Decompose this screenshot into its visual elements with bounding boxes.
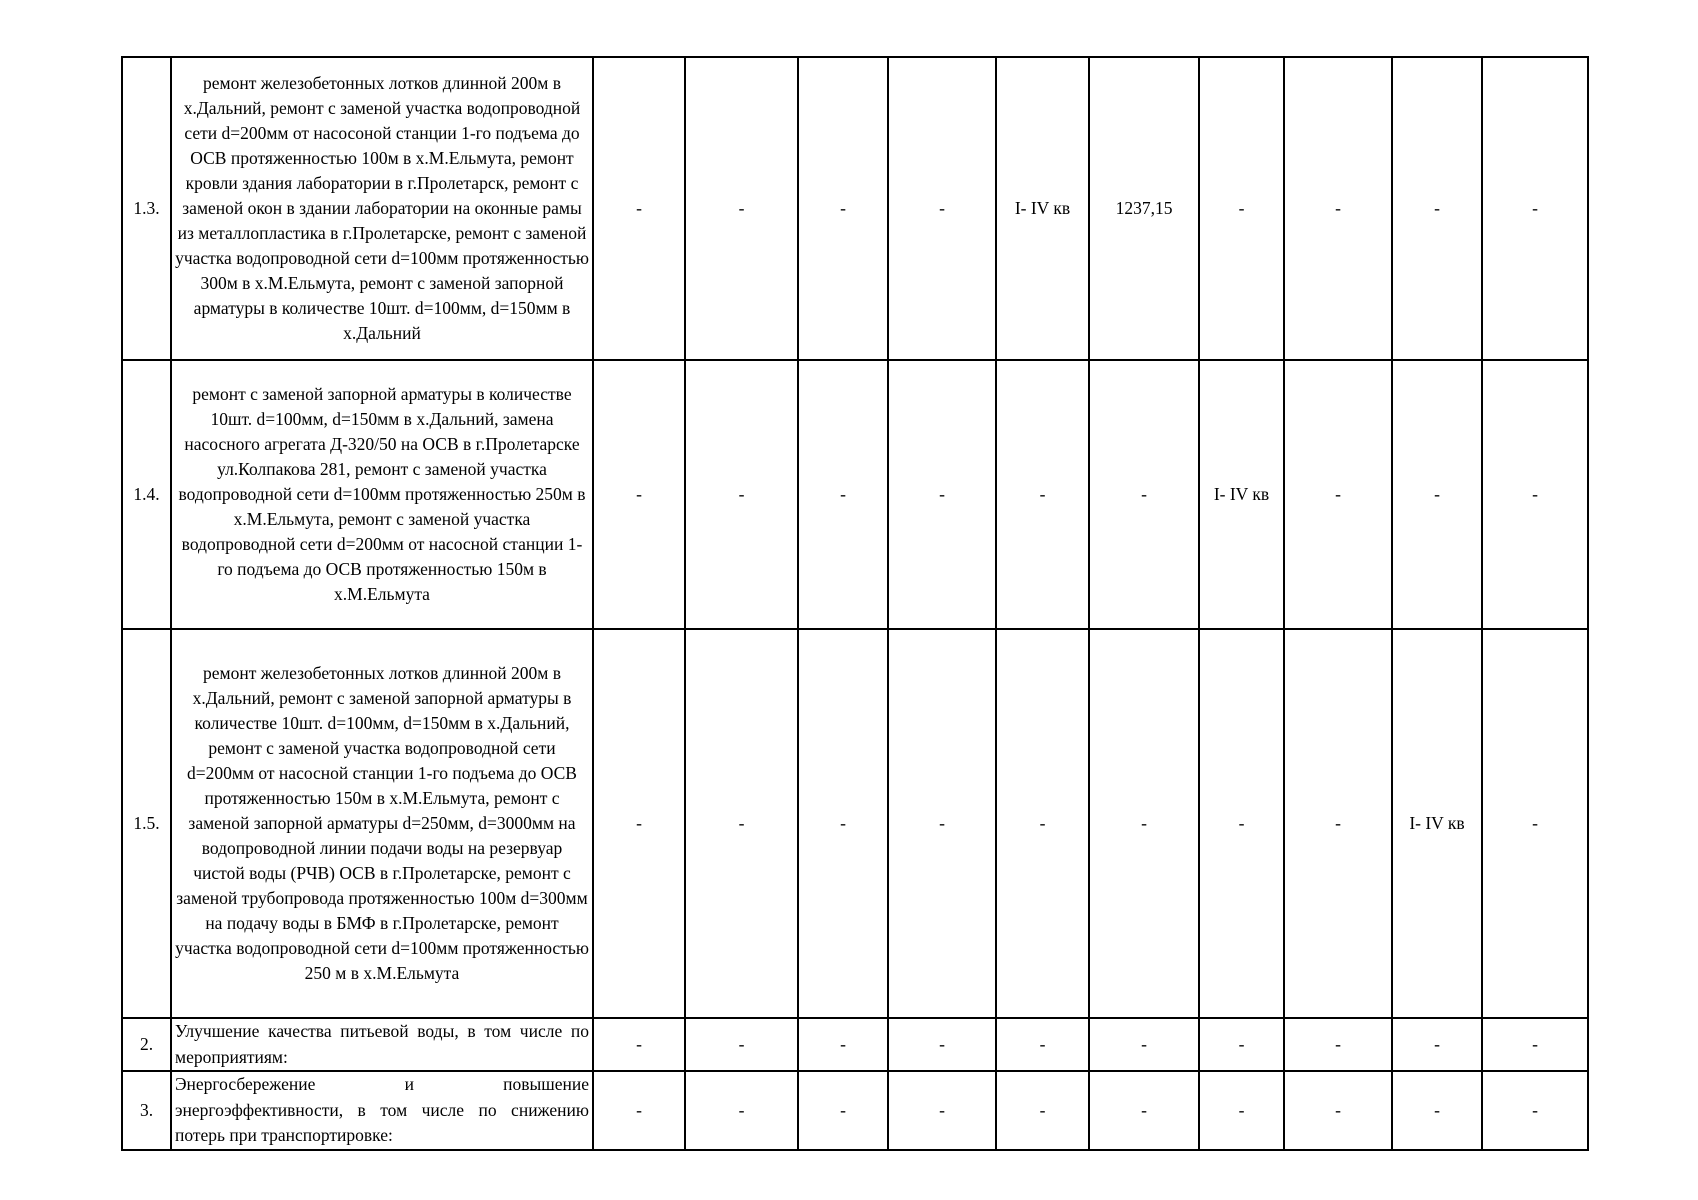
cell: -: [996, 1018, 1089, 1071]
cell: -: [685, 57, 798, 360]
cell: -: [1392, 360, 1482, 629]
cell: -: [888, 1018, 996, 1071]
cell: -: [1089, 1071, 1199, 1150]
table-row: [122, 360, 1588, 629]
cell: -: [1199, 629, 1284, 1018]
cell: -: [1284, 360, 1392, 629]
cell: I- IV кв: [1392, 629, 1482, 1018]
row-description: ремонт с заменой запорной арматуры в количестве 10шт. d=100мм, d=150мм в х.Дальний, замена насосного агрегата Д-320/50 на ОСВ в г.Пролетарске ул.Колпакова 281, ремонт с заменой участка водопроводной сети d=100мм протяженностью 250м в х.М.Ельмута, ремонт с заменой участка водопроводной сети d=200мм от насосной станции 1-го подъема до ОСВ протяженностью 150м в х.М.Ельмута: [171, 360, 593, 629]
cell: -: [888, 1071, 996, 1150]
table-row: [122, 1018, 1588, 1071]
cell: -: [1482, 629, 1588, 1018]
cell: -: [1199, 57, 1284, 360]
cell: -: [1089, 1018, 1199, 1071]
cell: -: [1199, 1071, 1284, 1150]
cell: -: [1482, 360, 1588, 629]
cell: -: [593, 360, 685, 629]
works-table: [121, 56, 1589, 1151]
cell: -: [685, 1018, 798, 1071]
row-number: 1.4.: [122, 360, 171, 629]
cell: -: [1199, 1018, 1284, 1071]
cell: I- IV кв: [1199, 360, 1284, 629]
cell: -: [1392, 1018, 1482, 1071]
cell: -: [685, 629, 798, 1018]
cell: -: [1482, 57, 1588, 360]
cell: -: [996, 629, 1089, 1018]
cell: -: [798, 1071, 888, 1150]
table-row: [122, 1071, 1588, 1150]
cell: -: [1392, 1071, 1482, 1150]
cell: -: [1482, 1018, 1588, 1071]
cell: -: [996, 1071, 1089, 1150]
row-number: 1.5.: [122, 629, 171, 1018]
row-number: 3.: [122, 1071, 171, 1150]
row-description: ремонт железобетонных лотков длинной 200м в х.Дальний, ремонт с заменой участка водопроводной сети d=200мм от насосоной станции 1-го подъема до ОСВ протяженностью 100м в х.М.Ельмута, ремонт кровли здания лаборатории в г.Пролетарск, ремонт с заменой окон в здании лаборатории на оконные рамы из металлопластика в г.Пролетарске, ремонт с заменой участка водопроводной сети d=100мм протяженностью 300м в х.М.Ельмута, ремонт с заменой запорной арматуры в количестве 10шт. d=100мм, d=150мм в х.Дальний: [171, 57, 593, 360]
row-description: ремонт железобетонных лотков длинной 200м в х.Дальний, ремонт с заменой запорной арматуры в количестве 10шт. d=100мм, d=150мм в х.Дальний, ремонт с заменой участка водопроводной сети d=200мм от насосной станции 1-го подъема до ОСВ протяженностью 150м в х.М.Ельмута, ремонт с заменой запорной арматуры d=250мм, d=3000мм на водопроводной линии подачи воды на резервуар чистой воды (РЧВ) ОСВ в г.Пролетарске, ремонт с заменой трубопровода протяженностью 100м d=300мм на подачу воды в БМФ в г.Пролетарске, ремонт участка водопроводной сети d=100мм протяженностью 250 м в х.М.Ельмута: [171, 629, 593, 1018]
cell: -: [685, 360, 798, 629]
cell: -: [1284, 1018, 1392, 1071]
table-row: [122, 629, 1588, 1018]
row-number: 1.3.: [122, 57, 171, 360]
cell: -: [1392, 57, 1482, 360]
table-row: [122, 57, 1588, 360]
cell: -: [685, 1071, 798, 1150]
cell: -: [593, 1018, 685, 1071]
cell: I- IV кв: [996, 57, 1089, 360]
cell: -: [798, 360, 888, 629]
cell: -: [1089, 360, 1199, 629]
row-description: Энергосбережение и повышение энергоэффективности, в том числе по снижению потерь при транспортировке:: [171, 1071, 593, 1150]
cell: -: [888, 360, 996, 629]
cell: -: [798, 1018, 888, 1071]
cell: -: [888, 57, 996, 360]
cell: -: [1284, 57, 1392, 360]
cell: -: [1089, 629, 1199, 1018]
cell: -: [593, 1071, 685, 1150]
cell: -: [593, 57, 685, 360]
row-description: Улучшение качества питьевой воды, в том числе по мероприятиям:: [171, 1018, 593, 1071]
cell: -: [593, 629, 685, 1018]
cell: -: [798, 629, 888, 1018]
cell: -: [1482, 1071, 1588, 1150]
cell: 1237,15: [1089, 57, 1199, 360]
row-number: 2.: [122, 1018, 171, 1071]
cell: -: [1284, 1071, 1392, 1150]
cell: -: [888, 629, 996, 1018]
cell: -: [1284, 629, 1392, 1018]
cell: -: [996, 360, 1089, 629]
cell: -: [798, 57, 888, 360]
